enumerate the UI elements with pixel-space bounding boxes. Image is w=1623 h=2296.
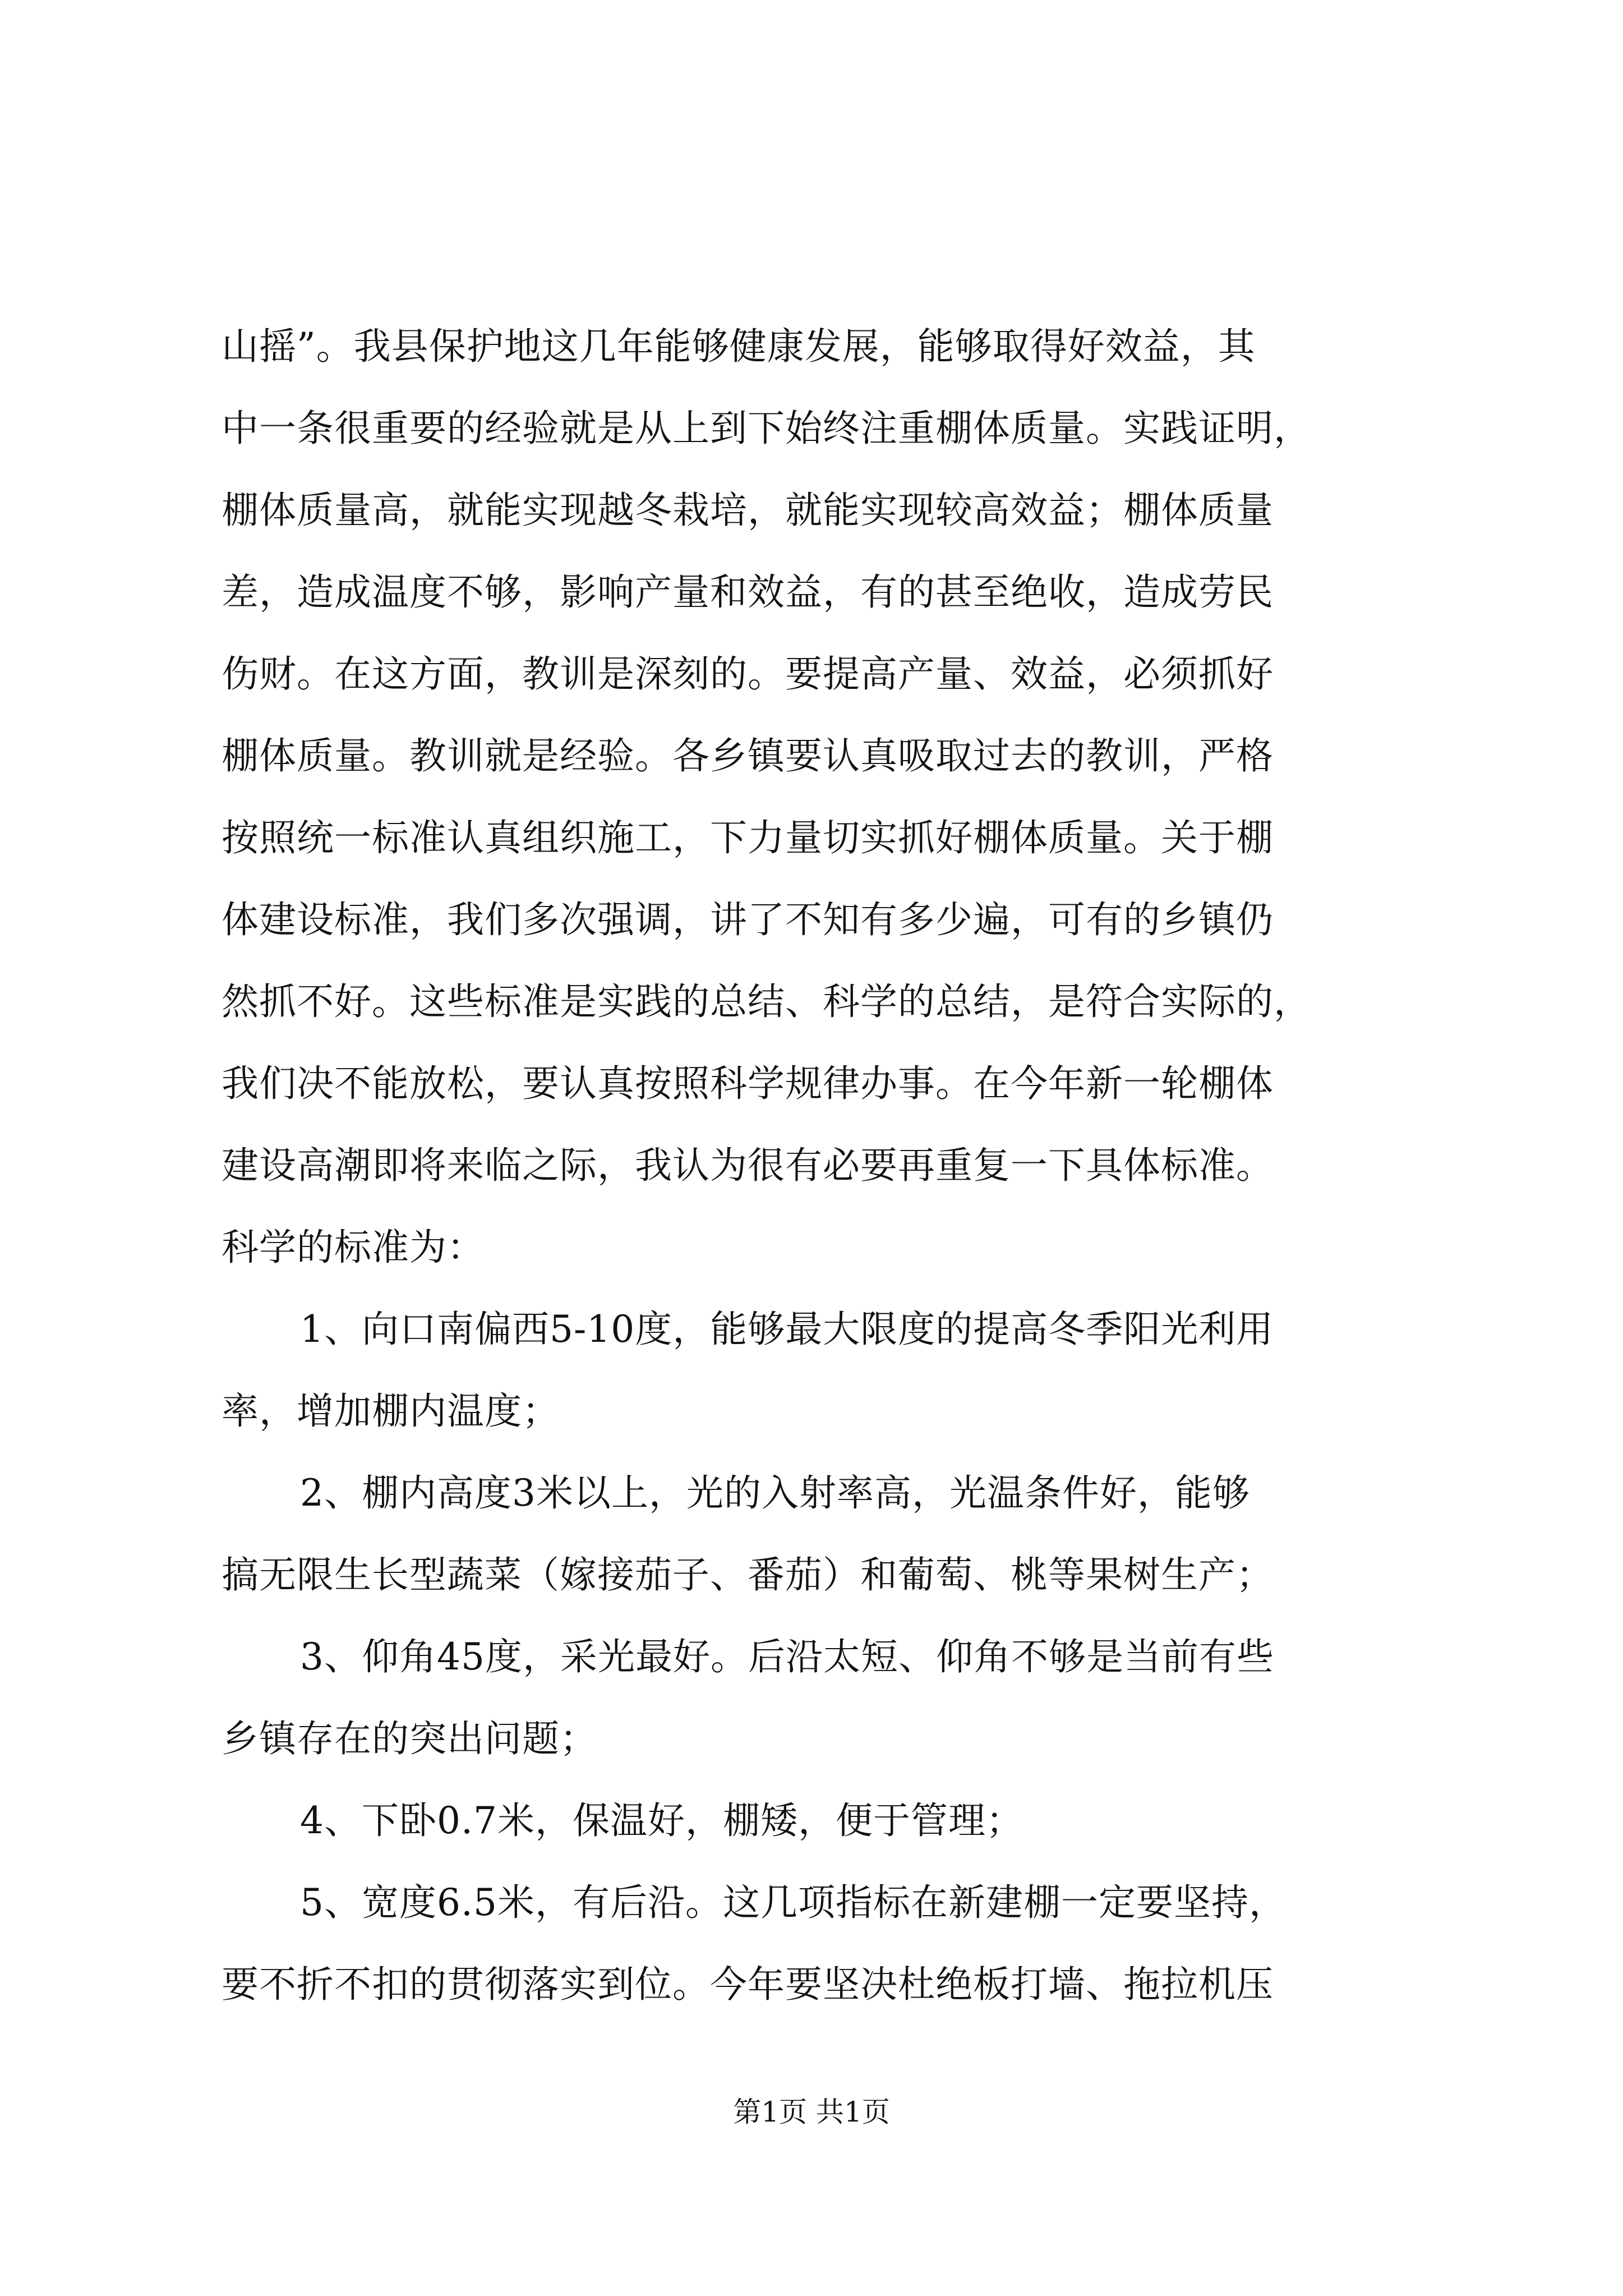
text-line: 科学的标准为： [222, 1226, 485, 1269]
list-item-3: 3、仰角45度，采光最好。后沿太短、仰角不够是当前有些 [300, 1635, 1274, 1678]
text-line: 棚体质量。教训就是经验。各乡镇要认真吸取过去的教训，严格 [222, 734, 1274, 777]
text-line: 中一条很重要的经验就是从上到下始终注重棚体质量。实践证明， [222, 407, 1311, 450]
page-footer [0, 2095, 1623, 2129]
text-line: 棚体质量高，就能实现越冬栽培，就能实现较高效益；棚体质量 [222, 489, 1274, 532]
text-line: 建设高潮即将来临之际，我认为很有必要再重复一下具体标准。 [222, 1144, 1274, 1187]
text-line: 按照统一标准认真组织施工，下力量切实抓好棚体质量。关于棚 [222, 816, 1274, 859]
list-item-5: 5、宽度6.5米，有后沿。这几项指标在新建棚一定要坚持， [300, 1881, 1287, 1924]
text-line: 山摇”。我县保护地这几年能够健康发展，能够取得好效益，其 [222, 325, 1256, 368]
page-number: 第1页 共1页 [733, 2096, 890, 2128]
text-line: 然抓不好。这些标准是实践的总结、科学的总结，是符合实际的， [222, 980, 1311, 1023]
text-line: 我们决不能放松，要认真按照科学规律办事。在今年新一轮棚体 [222, 1062, 1274, 1105]
document-body [222, 306, 1444, 2026]
text-line: 伤财。在这方面，教训是深刻的。要提高产量、效益，必须抓好 [222, 652, 1274, 696]
text-line: 搞无限生长型蔬菜（嫁接茄子、番茄）和葡萄、桃等果树生产； [222, 1553, 1274, 1596]
text-line: 体建设标准，我们多次强调，讲了不知有多少遍，可有的乡镇仍 [222, 898, 1274, 941]
list-item-1: 1、向口南偏西5-10度，能够最大限度的提高冬季阳光利用 [300, 1308, 1274, 1351]
text-line: 率，增加棚内温度； [222, 1389, 560, 1433]
text-line: 乡镇存在的突出问题； [222, 1717, 597, 1760]
list-item-2: 2、棚内高度3米以上，光的入射率高，光温条件好，能够 [300, 1471, 1250, 1515]
text-line: 差，造成温度不够，影响产量和效益，有的甚至绝收，造成劳民 [222, 570, 1274, 614]
list-item-4: 4、下卧0.7米，保温好，棚矮，便于管理； [300, 1799, 1023, 1842]
text-line: 要不折不扣的贯彻落实到位。今年要坚决杜绝板打墙、拖拉机压 [222, 1963, 1274, 2006]
